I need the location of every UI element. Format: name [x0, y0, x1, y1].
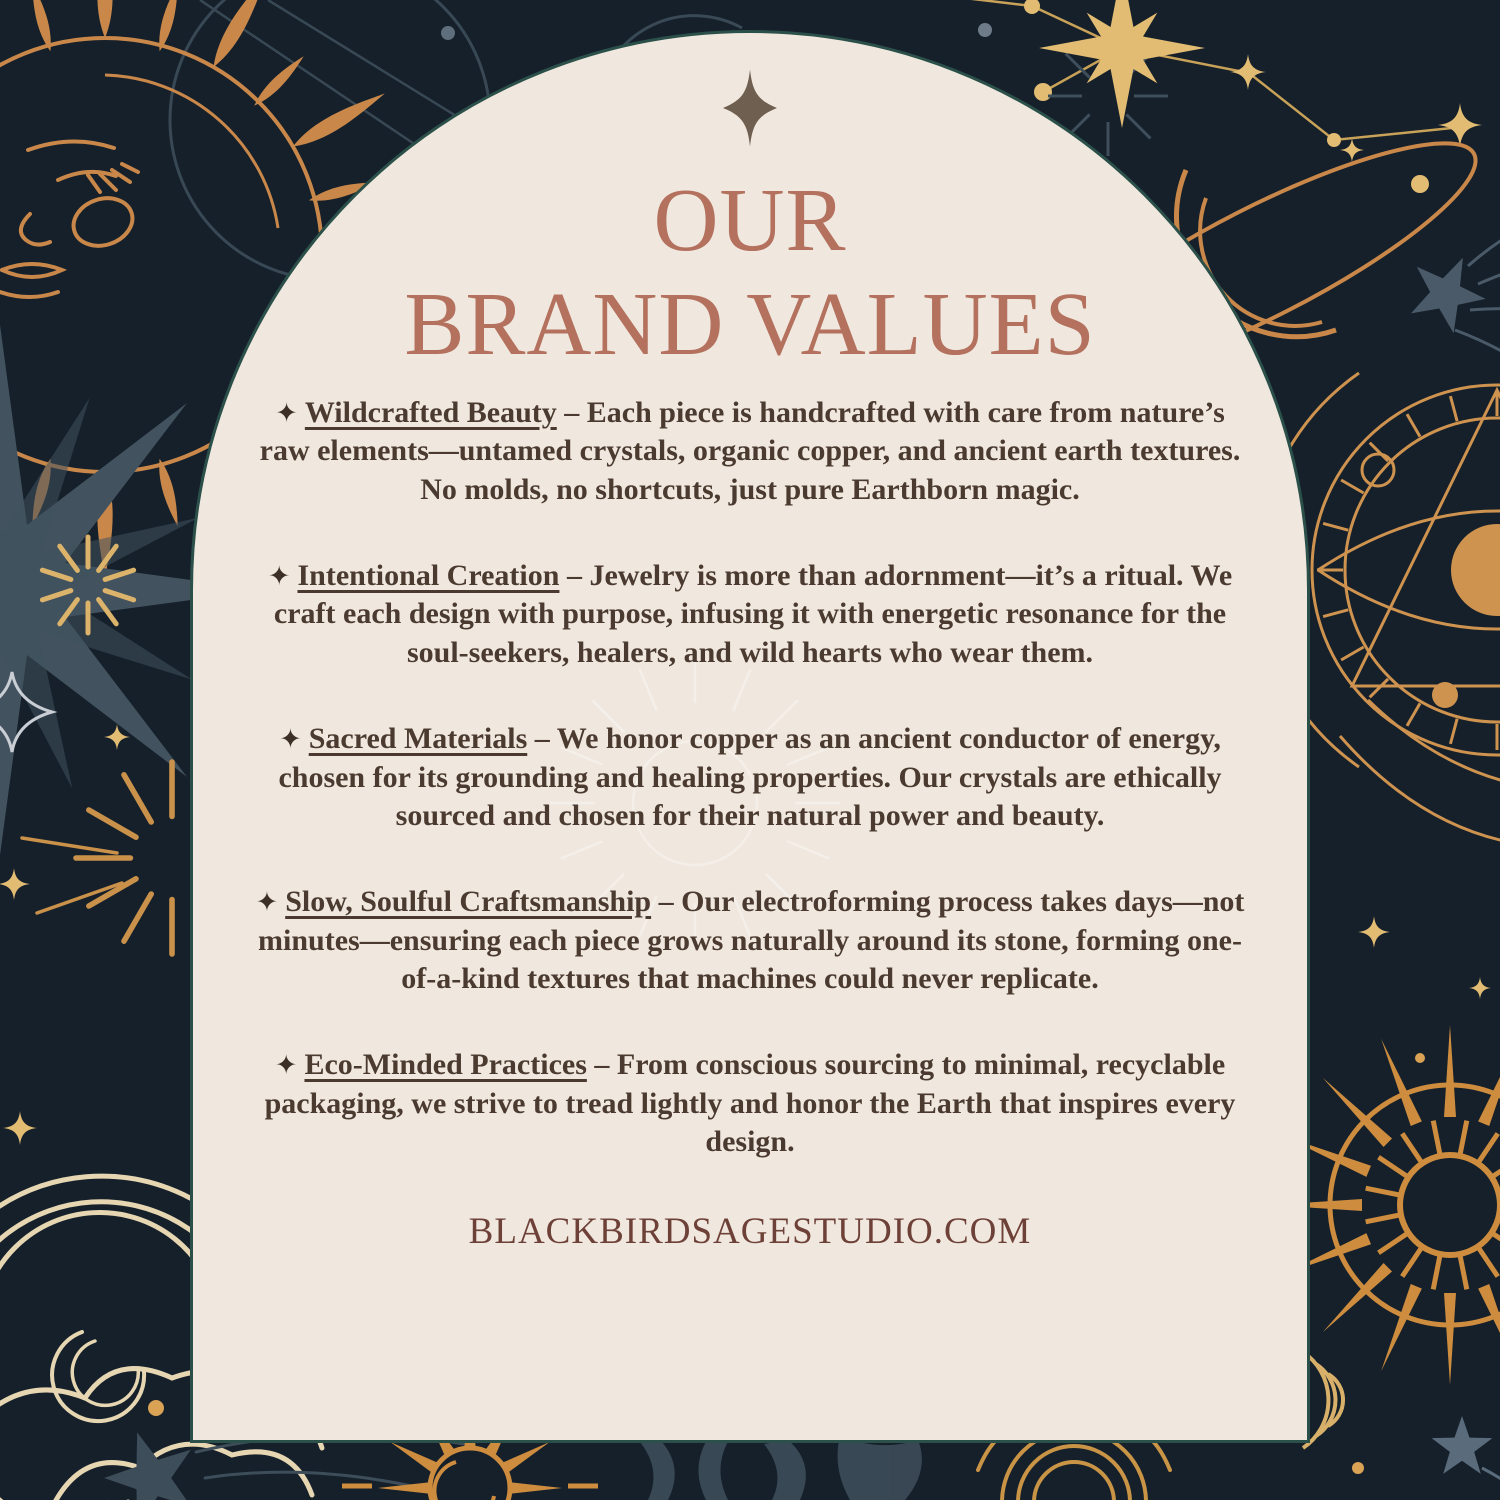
value-description: From conscious sourcing to minimal, recyclable packaging, we strive to tread lightly and honor the Earth that inspires every design. — [264, 1048, 1236, 1159]
value-heading: Eco-Minded Practices — [304, 1048, 587, 1082]
value-separator: – — [651, 885, 682, 919]
brand-value-item — [250, 394, 1250, 509]
page-title-line1: OUR — [653, 171, 847, 270]
value-separator: – — [586, 1048, 617, 1082]
brand-value-item — [250, 1046, 1250, 1161]
value-heading: Slow, Soulful Craftsmanship — [285, 885, 652, 919]
brand-value-item — [250, 557, 1250, 672]
value-separator: – — [527, 722, 557, 756]
sparkle-bullet-icon: ✦ — [279, 724, 302, 756]
value-heading: Sacred Materials — [308, 722, 528, 756]
website-url-text: BLACKBIRDSAGESTUDIO.COM — [468, 1210, 1032, 1252]
brand-values-list — [250, 394, 1250, 1162]
value-heading: Intentional Creation — [297, 558, 560, 592]
sparkle-bullet-icon: ✦ — [267, 560, 291, 592]
sparkle-bullet-icon: ✦ — [275, 397, 298, 429]
arch-panel — [190, 30, 1310, 1443]
value-separator: – — [559, 558, 590, 592]
brand-value-item — [250, 883, 1250, 998]
value-description: Jewelry is more than adornment—it’s a ritual. We craft each design with purpose, infusing it with energetic resonance for the soul-seekers, healers, and wild hearts who wear them. — [273, 558, 1233, 669]
page-title-line2: BRAND VALUES — [404, 275, 1096, 375]
sparkle-icon — [723, 69, 777, 147]
value-heading: Wildcrafted Beauty — [304, 395, 557, 429]
value-separator: – — [556, 395, 587, 429]
sparkle-bullet-icon: ✦ — [255, 887, 279, 919]
value-description: We honor copper as an ancient conductor of energy, chosen for its grounding and healing properties. Our crystals are ethically sourced and chosen for their natural power and beauty. — [278, 722, 1222, 832]
value-description: Each piece is handcrafted with care from nature’s raw elements—untamed crystals, organic copper, and ancient earth textures. No molds, no shortcuts, just pure Earthborn magic. — [259, 395, 1241, 506]
page-title — [193, 169, 1307, 378]
brand-value-item — [250, 720, 1250, 835]
sparkle-bullet-icon: ✦ — [274, 1050, 298, 1082]
value-description: Our electroforming process takes days—not minutes—ensuring each piece grows naturally around its stone, forming one-of-a-kind textures that machines could never replicate. — [258, 885, 1245, 996]
